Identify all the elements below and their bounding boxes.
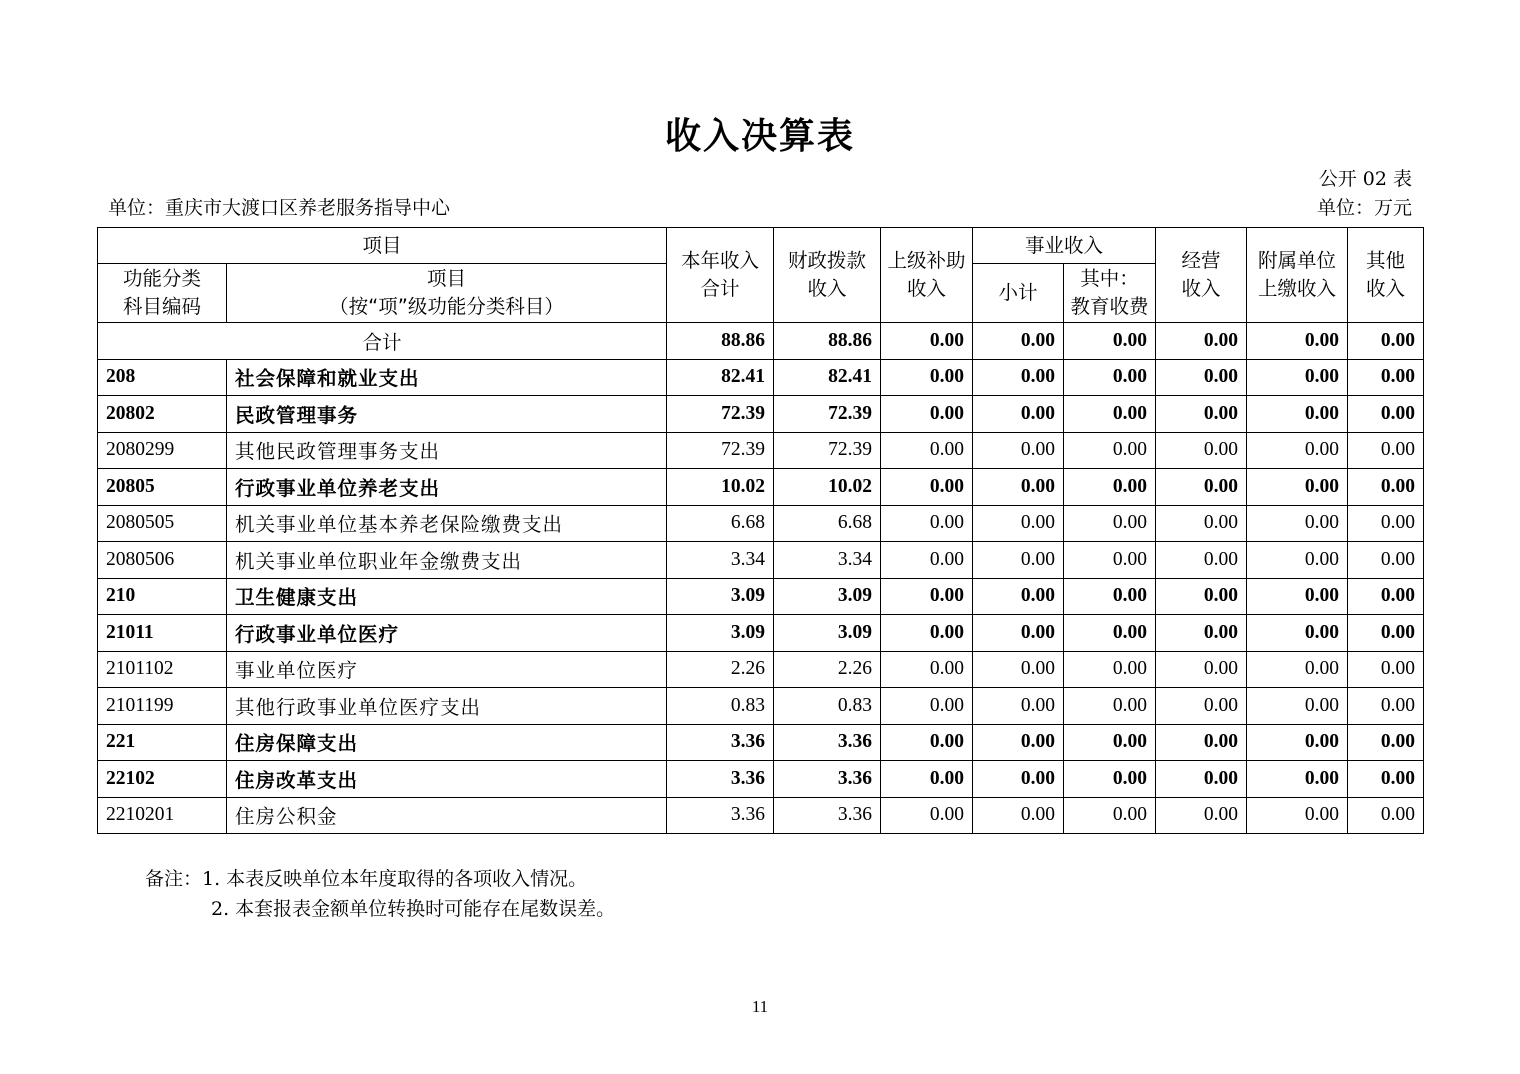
row-name: 卫生健康支出 [227,578,667,615]
row-value: 0.00 [1156,432,1247,469]
total-value: 0.00 [1348,323,1424,360]
row-value: 0.00 [881,505,973,542]
row-value: 0.00 [1348,578,1424,615]
row-code: 2080299 [98,432,227,469]
row-value: 0.00 [1156,359,1247,396]
row-value: 0.00 [1064,615,1156,652]
header-education: 其中： 教育收费 [1064,264,1156,323]
row-value: 0.00 [1348,797,1424,834]
row-value: 3.34 [774,542,881,579]
row-value: 0.00 [1156,469,1247,506]
row-value: 3.09 [667,615,774,652]
total-value: 0.00 [1247,323,1348,360]
total-value: 88.86 [667,323,774,360]
row-name: 住房改革支出 [227,761,667,798]
total-label: 合计 [98,323,667,360]
header-total: 本年收入 合计 [667,228,774,323]
row-value: 0.00 [1348,724,1424,761]
header-subtotal: 小计 [973,264,1064,323]
row-value: 0.00 [881,432,973,469]
row-value: 3.36 [774,797,881,834]
table-row [98,578,1424,615]
note-line-2: 2. 本套报表金额单位转换时可能存在尾数误差。 [211,898,616,920]
row-value: 0.00 [1156,761,1247,798]
row-value: 0.00 [1156,578,1247,615]
row-value: 0.00 [1348,505,1424,542]
row-value: 0.00 [1247,724,1348,761]
row-value: 0.00 [881,688,973,725]
row-code: 2101199 [98,688,227,725]
row-value: 0.00 [1348,432,1424,469]
header-career-group: 事业收入 [973,228,1156,264]
table-row [98,396,1424,433]
row-value: 0.00 [973,615,1064,652]
row-name: 其他行政事业单位医疗支出 [227,688,667,725]
row-value: 0.00 [1247,505,1348,542]
row-value: 3.36 [774,761,881,798]
row-value: 0.00 [1348,396,1424,433]
row-value: 0.00 [1348,469,1424,506]
row-value: 82.41 [667,359,774,396]
row-value: 2.26 [774,651,881,688]
row-value: 3.09 [667,578,774,615]
row-value: 0.00 [1064,396,1156,433]
row-value: 10.02 [774,469,881,506]
row-value: 0.00 [1247,797,1348,834]
row-name: 住房保障支出 [227,724,667,761]
row-value: 3.36 [667,724,774,761]
row-name: 机关事业单位职业年金缴费支出 [227,542,667,579]
row-name: 住房公积金 [227,797,667,834]
total-row [98,323,1424,360]
row-value: 0.00 [881,651,973,688]
row-value: 0.00 [1064,505,1156,542]
row-code: 2080506 [98,542,227,579]
notes [145,864,615,924]
row-code: 21011 [98,615,227,652]
table-row [98,724,1424,761]
row-value: 3.09 [774,578,881,615]
row-name: 民政管理事务 [227,396,667,433]
header-other: 其他 收入 [1348,228,1424,323]
row-value: 0.00 [1064,724,1156,761]
row-value: 0.00 [1247,615,1348,652]
row-value: 0.00 [1348,651,1424,688]
row-value: 0.00 [1247,688,1348,725]
row-value: 0.00 [1247,578,1348,615]
form-number: 公开 02 表 [1318,168,1412,190]
table-row [98,761,1424,798]
table-row [98,542,1424,579]
table-row [98,615,1424,652]
row-value: 2.26 [667,651,774,688]
table-row [98,797,1424,834]
row-value: 0.00 [1156,615,1247,652]
row-value: 72.39 [667,396,774,433]
row-value: 0.00 [1247,761,1348,798]
row-name: 行政事业单位养老支出 [227,469,667,506]
table-row [98,651,1424,688]
row-value: 0.00 [1348,761,1424,798]
row-value: 0.00 [1064,469,1156,506]
row-code: 2080505 [98,505,227,542]
row-value: 0.00 [1064,797,1156,834]
row-value: 6.68 [774,505,881,542]
header-fiscal: 财政拨款 收入 [774,228,881,323]
header-superior: 上级补助 收入 [881,228,973,323]
row-value: 0.00 [881,396,973,433]
row-value: 0.00 [1156,797,1247,834]
row-value: 0.00 [1064,651,1156,688]
page-number: 11 [751,997,769,1016]
row-value: 0.00 [881,797,973,834]
total-value: 0.00 [1064,323,1156,360]
row-value: 0.00 [973,651,1064,688]
row-value: 0.00 [1247,359,1348,396]
row-value: 6.68 [667,505,774,542]
row-value: 10.02 [667,469,774,506]
header-business: 经营 收入 [1156,228,1247,323]
total-value: 0.00 [881,323,973,360]
row-value: 72.39 [774,396,881,433]
row-name: 社会保障和就业支出 [227,359,667,396]
row-value: 0.00 [881,724,973,761]
row-value: 0.00 [1064,432,1156,469]
row-value: 0.00 [1064,542,1156,579]
row-value: 0.00 [973,578,1064,615]
table-row [98,359,1424,396]
row-name: 其他民政管理事务支出 [227,432,667,469]
note-line-1: 备注：1. 本表反映单位本年度取得的各项收入情况。 [145,868,588,890]
row-value: 3.34 [667,542,774,579]
row-value: 0.83 [774,688,881,725]
row-value: 0.00 [1156,542,1247,579]
row-value: 0.00 [881,542,973,579]
row-value: 0.00 [1156,724,1247,761]
row-value: 0.00 [1247,651,1348,688]
unit-currency: 单位：万元 [1316,197,1412,219]
row-value: 0.00 [973,724,1064,761]
row-name: 机关事业单位基本养老保险缴费支出 [227,505,667,542]
row-code: 221 [98,724,227,761]
row-code: 22102 [98,761,227,798]
row-value: 72.39 [774,432,881,469]
row-value: 0.00 [973,505,1064,542]
row-value: 0.00 [1064,359,1156,396]
table-row [98,688,1424,725]
row-code: 208 [98,359,227,396]
row-value: 3.36 [667,797,774,834]
row-value: 0.00 [1348,615,1424,652]
header-affiliate: 附属单位 上缴收入 [1247,228,1348,323]
row-name: 事业单位医疗 [227,651,667,688]
row-value: 0.00 [1247,469,1348,506]
row-code: 20802 [98,396,227,433]
header-item-group: 项目 [98,228,667,264]
row-value: 0.00 [881,761,973,798]
row-value: 0.00 [1348,688,1424,725]
row-value: 0.00 [1247,432,1348,469]
total-value: 0.00 [973,323,1064,360]
row-value: 82.41 [774,359,881,396]
row-value: 0.00 [973,359,1064,396]
row-value: 0.00 [1348,359,1424,396]
row-value: 0.00 [973,688,1064,725]
row-value: 0.00 [1156,396,1247,433]
table-row [98,505,1424,542]
row-value: 72.39 [667,432,774,469]
row-value: 0.00 [1064,688,1156,725]
row-value: 0.00 [1247,542,1348,579]
row-value: 0.00 [881,578,973,615]
header-name: 项目 （按“项”级功能分类科目） [227,264,667,323]
table-row [98,469,1424,506]
row-code: 2101102 [98,651,227,688]
page-title: 收入决算表 [664,116,855,157]
row-code: 210 [98,578,227,615]
row-value: 0.83 [667,688,774,725]
row-value: 0.00 [973,396,1064,433]
row-code: 2210201 [98,797,227,834]
income-table [97,227,1424,834]
unit-organization: 单位：重庆市大渡口区养老服务指导中心 [108,197,451,219]
row-value: 0.00 [1156,688,1247,725]
row-value: 3.36 [774,724,881,761]
total-value: 0.00 [1156,323,1247,360]
table-row [98,432,1424,469]
row-value: 0.00 [1247,396,1348,433]
row-value: 0.00 [881,469,973,506]
row-value: 3.09 [774,615,881,652]
row-value: 0.00 [881,359,973,396]
row-value: 0.00 [1064,578,1156,615]
row-value: 0.00 [881,615,973,652]
row-value: 0.00 [1156,651,1247,688]
row-value: 0.00 [1064,761,1156,798]
header-code: 功能分类 科目编码 [98,264,227,323]
row-value: 0.00 [973,761,1064,798]
row-value: 0.00 [973,542,1064,579]
row-value: 0.00 [973,432,1064,469]
row-code: 20805 [98,469,227,506]
row-name: 行政事业单位医疗 [227,615,667,652]
row-value: 0.00 [973,469,1064,506]
row-value: 0.00 [1156,505,1247,542]
row-value: 0.00 [1348,542,1424,579]
row-value: 3.36 [667,761,774,798]
row-value: 0.00 [973,797,1064,834]
total-value: 88.86 [774,323,881,360]
